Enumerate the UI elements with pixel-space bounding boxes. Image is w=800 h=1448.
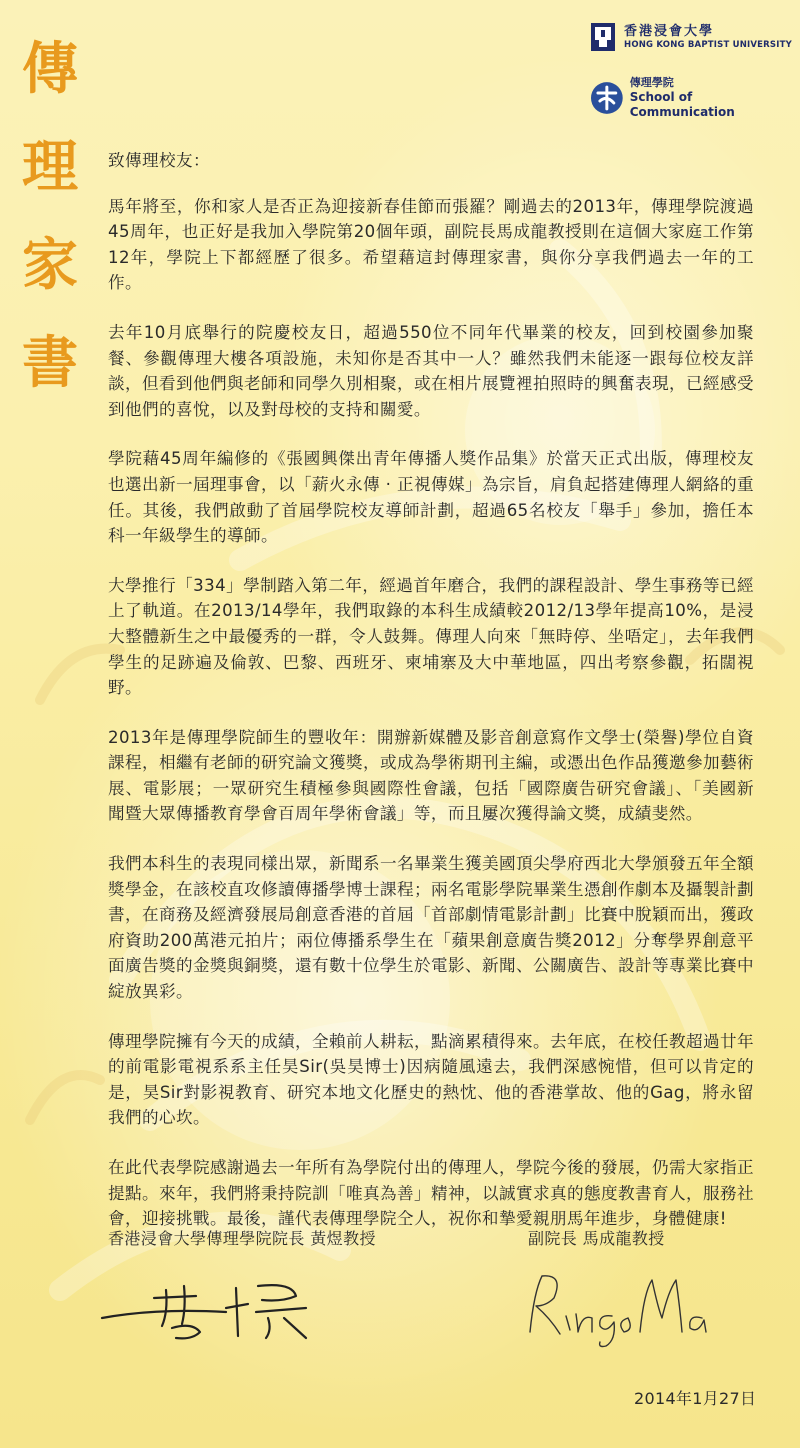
school-emblem-icon	[590, 81, 624, 115]
side-title-char: 書	[22, 330, 78, 396]
letter-body	[108, 148, 754, 1256]
paragraph: 馬年將至，你和家人是否正為迎接新春佳節而張羅？剛過去的2013年，傳理學院渡過45周年，也正好是我加入學院第20個年頭，副院長馬成龍教授則在這個大家庭工作第12年，學院上下都經歷了很多。希望藉這封傳理家書，與你分享我們過去一年的工作。	[108, 196, 754, 293]
salutation: 致傳理校友：	[108, 151, 210, 170]
hkbu-emblem-icon	[590, 22, 616, 52]
paragraph: 學院藉45周年編修的《張國興傑出青年傳播人獎作品集》於當天正式出版，傳理校友也選出新一屆理事會，以「薪火永傳 · 正視傳媒」為宗旨，肩負起搭建傳理人網絡的重任。其後，我們啟動了首屆學院校友導師計劃，超過65名校友「舉手」參加，擔任本科一年級學生的導師。	[108, 449, 754, 546]
handwritten-signature-dean	[96, 1268, 326, 1348]
university-name-zh: 香港浸會大學	[624, 23, 715, 39]
side-title-char: 理	[22, 134, 78, 200]
side-title-char: 家	[22, 232, 78, 298]
university-logo	[590, 22, 792, 52]
paragraph: 大學推行「334」學制踏入第二年，經過首年磨合，我們的課程設計、學生事務等已經上了軌道。在2013/14學年，我們取錄的本科生成績較2012/13學年提高10%，是浸大整體新生之中最優秀的一群，令人鼓舞。傳理人向來「無時停、坐唔定」，去年我們學生的足跡遍及倫敦、巴黎、西班牙、柬埔寨及大中華地區，四出考察參觀，拓闊視野。	[108, 575, 754, 698]
school-logo	[590, 76, 800, 120]
paragraph: 我們本科生的表現同樣出眾，新聞系一名畢業生獲美國頂尖學府西北大學頒發五年全額獎學金，在該校直攻修讀傳播學博士課程；兩名電影學院畢業生憑創作劇本及攝製計劃書，在商務及經濟發展局創意香港的首屆「首部劇情電影計劃」比賽中脫穎而出，獲政府資助200萬港元拍片；兩位傳播系學生在「蘋果創意廣告獎2012」分奪學界創意平面廣告獎的金獎與銅獎，還有數十位學生於電影、新聞、公關廣告、設計等專業比賽中綻放異彩。	[108, 854, 754, 1002]
side-title-char: 傳	[22, 36, 78, 102]
school-name-en: School of Communication	[629, 90, 735, 119]
paragraph: 傳理學院擁有今天的成績，全賴前人耕耘，點滴累積得來。去年底，在校任教超過廿年的前電影電視系系主任昊Sir(吳昊博士)因病隨風遠去，我們深感惋惜，但可以肯定的是，昊Sir對影視教育、研究本地文化歷史的熱忱、他的香港掌故、他的Gag，將永留我們的心坎。	[108, 1031, 754, 1128]
side-title	[18, 20, 82, 412]
handwritten-signature-associate-dean	[520, 1262, 710, 1352]
university-name-en: HONG KONG BAPTIST UNIVERSITY	[624, 39, 792, 50]
paragraph: 2013年是傳理學院師生的豐收年：開辦新媒體及影音創意寫作文學士(榮譽)學位自資課程，相繼有老師的研究論文獲獎，或成為學術期刊主編，或憑出色作品獲邀參加藝術展、電影展；一眾研究生積極參與國際性會議，包括「國際廣告研究會議」、「美國新聞暨大眾傳播教育學會百周年學術會議」等，而且屢次獲得論文獎，成績斐然。	[108, 727, 754, 824]
signatory-associate-dean: 副院長 馬成龍教授	[528, 1229, 665, 1248]
signatory-dean: 香港浸會大學傳理學院院長 黃煜教授	[108, 1229, 376, 1248]
paragraph: 去年10月底舉行的院慶校友日，超過550位不同年代畢業的校友，回到校園參加聚餐、參觀傳理大樓各項設施，未知你是否其中一人？雖然我們未能逐一跟每位校友詳談，但看到他們與老師和同學久別相聚，或在相片展覽裡拍照時的興奮表現，已經感受到他們的喜悅，以及對母校的支持和關愛。	[108, 322, 754, 419]
paragraph: 在此代表學院感謝過去一年所有為學院付出的傳理人，學院今後的發展，仍需大家指正提點。來年，我們將秉持院訓「唯真為善」精神，以誠實求真的態度教書育人，服務社會，迎接挑戰。最後，謹代表傳理學院仝人，祝你和摯愛親朋馬年進步，身體健康!	[108, 1158, 754, 1229]
school-name-zh: 傳理學院	[629, 76, 674, 89]
letter-date: 2014年1月27日	[634, 1389, 757, 1408]
